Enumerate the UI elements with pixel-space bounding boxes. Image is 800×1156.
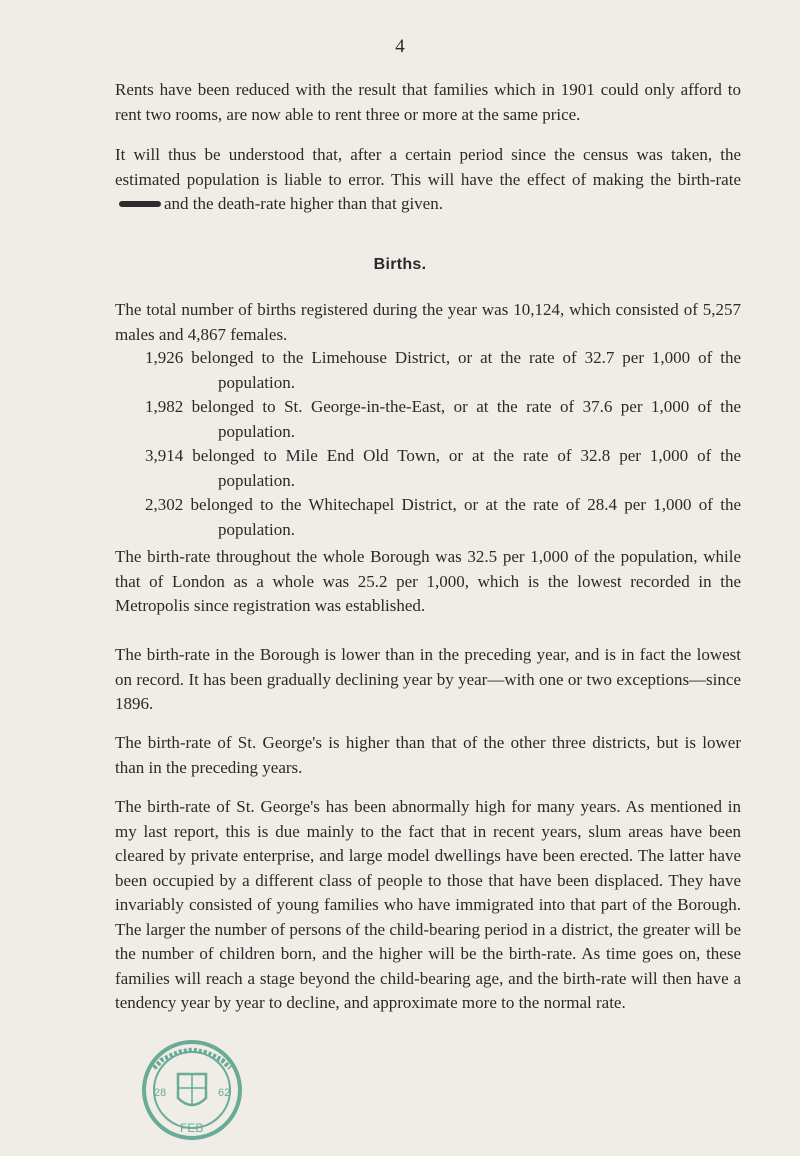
paragraph-estimate: [115, 143, 741, 217]
district-item-whitechapel: 2,302 belonged to the Whitechapel District, or at the rate of 28.4 per 1,000 of the population.: [145, 495, 741, 539]
paragraph-borough-rate: The birth-rate throughout the whole Borough was 32.5 per 1,000 of the population, while that of London as a whole was 25.2 per 1,000, which is the lowest recorded in the Metropolis since registration was established.: [115, 547, 741, 615]
district-item-mile-end: 3,914 belonged to Mile End Old Town, or at the rate of 32.8 per 1,000 of the population.: [145, 446, 741, 490]
paragraph-estimate-after: and the death-rate higher than that given.: [164, 194, 443, 213]
paragraph-st-georges-abnormal: The birth-rate of St. George's has been abnormally high for many years. As mentioned in my last report, this is due mainly to the fact that in recent years, slum areas have been cleared by private enterprise, and large model dwellings have been erected. The latter have been occupied by a different class of people to those that have been displaced. They have invariably consisted of young families who have immigrated into that part of the Borough. The larger the number of persons of the child-bearing period in a district, the greater will be the number of children born, and the higher will be the birth-rate. As time goes on, these families will reach a stage beyond the child-bearing age, and the birth-rate will then have a tendency year by year to decline, and approximate more to the normal rate.: [115, 797, 741, 1012]
stamp-month: FEB: [180, 1121, 204, 1135]
stamp-left-number: 28: [154, 1087, 167, 1099]
page-number: 4: [395, 36, 405, 57]
district-item-limehouse: 1,926 belonged to the Limehouse District, or at the rate of 32.7 per 1,000 of the population.: [145, 348, 741, 392]
paragraph-lower-rate: The birth-rate in the Borough is lower than in the preceding year, and is in fact the lowest on record. It has been gradually declining year by year—with one or two exceptions—since 1896.: [115, 645, 741, 713]
births-heading: Births.: [373, 256, 427, 273]
paragraph-estimate-before: It will thus be understood that, after a certain period since the census was taken, the estimated population is liable to error. This will have the effect of making the birth-rate: [115, 145, 741, 189]
district-birth-list: [145, 346, 741, 542]
library-stamp: [140, 1038, 244, 1142]
district-item-st-george: 1,982 belonged to St. George-in-the-East, or at the rate of 37.6 per 1,000 of the population.: [145, 397, 741, 441]
paragraph-total-births: The total number of births registered during the year was 10,124, which consisted of 5,257 males and 4,867 females.: [115, 300, 741, 344]
paragraph-st-georges-higher: The birth-rate of St. George's is higher than that of the other three districts, but is lower than in the preceding years.: [115, 733, 741, 777]
redaction-mark: [119, 201, 161, 207]
stamp-right-number: 62: [218, 1087, 231, 1099]
paragraph-rents: Rents have been reduced with the result that families which in 1901 could only afford to rent two rooms, are now able to rent three or more at the same price.: [115, 80, 741, 124]
